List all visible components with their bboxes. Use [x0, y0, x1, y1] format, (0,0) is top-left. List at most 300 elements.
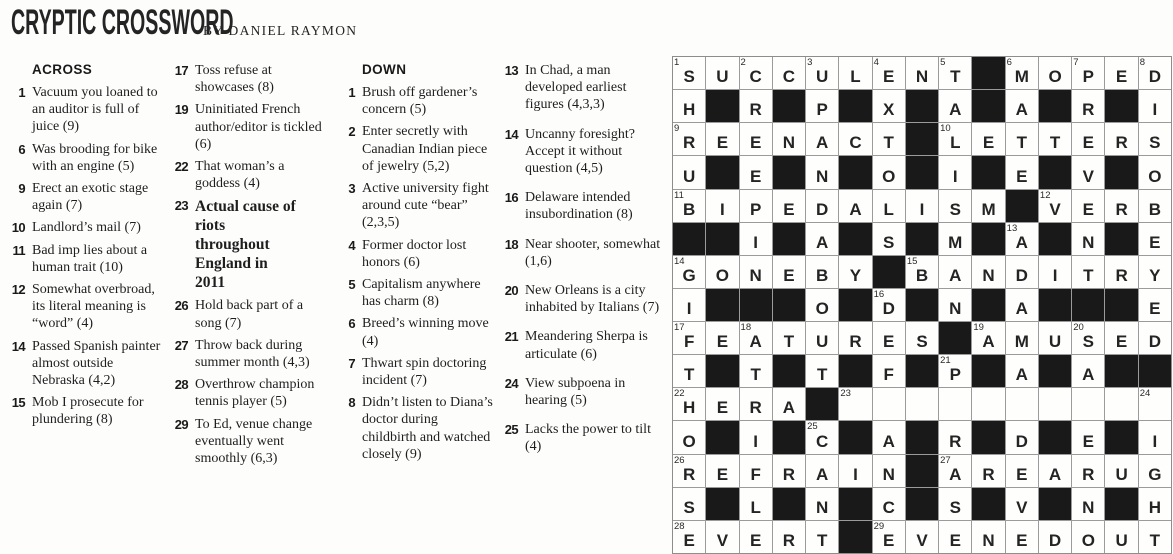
grid-cell-r6c14: [1105, 223, 1137, 255]
clue-number: 14: [504, 126, 518, 142]
grid-cell-r4c6: [839, 156, 871, 188]
grid-cell-r15c9[interactable]: [939, 521, 971, 553]
grid-cell-r10c11[interactable]: [1006, 355, 1038, 387]
cell-letter: T: [1016, 133, 1027, 153]
grid-cell-r8c10: [972, 289, 1004, 321]
grid-cell-r10c13[interactable]: [1072, 355, 1104, 387]
grid-cell-r8c1[interactable]: [673, 289, 705, 321]
grid-cell-r10c8: [906, 355, 938, 387]
clue-number: 25: [504, 422, 518, 438]
grid-cell-r2c10: [972, 90, 1004, 122]
grid-cell-r7c13[interactable]: [1072, 256, 1104, 288]
grid-cell-r11c3[interactable]: [740, 388, 772, 420]
grid-cell-r7c6[interactable]: [839, 256, 871, 288]
cell-letter: F: [750, 464, 761, 484]
grid-cell-r9c8[interactable]: [906, 322, 938, 354]
cell-letter: E: [883, 531, 895, 550]
grid-cell-r1c1[interactable]: [673, 57, 705, 89]
grid-cell-r4c12: [1039, 156, 1071, 188]
grid-cell-r9c7[interactable]: [873, 322, 905, 354]
grid-cell-r11c4[interactable]: [773, 388, 805, 420]
grid-cell-r1c9[interactable]: [939, 57, 971, 89]
grid-cell-r6c13[interactable]: [1072, 223, 1104, 255]
cell-letter: P: [1082, 67, 1094, 87]
grid-cell-r2c12: [1039, 90, 1071, 122]
grid-cell-r1c13[interactable]: [1072, 57, 1104, 89]
clue-number: 18: [504, 236, 518, 252]
clue-number: 1: [348, 85, 355, 100]
grid-cell-r6c3[interactable]: [740, 223, 772, 255]
grid-cell-r10c7[interactable]: [873, 355, 905, 387]
grid-cell-r1c5[interactable]: [806, 57, 838, 89]
grid-cell-r4c7[interactable]: [873, 156, 905, 188]
cell-letter: T: [1049, 133, 1061, 153]
cell-number: 25: [807, 421, 818, 433]
grid-cell-r7c12[interactable]: [1039, 256, 1071, 288]
grid-cell-r3c5[interactable]: [806, 123, 838, 155]
clue-19: [167, 101, 330, 153]
grid-cell-r2c5[interactable]: [806, 90, 838, 122]
grid-cell-r1c14[interactable]: [1105, 57, 1137, 89]
cell-letter: A: [782, 398, 796, 418]
cell-letter: V: [1082, 166, 1094, 186]
cell-letter: C: [749, 67, 762, 87]
grid-cell-r2c11[interactable]: [1006, 90, 1038, 122]
cell-number: 18: [740, 322, 752, 334]
grid-cell-r15c10[interactable]: [972, 521, 1004, 553]
clue-2: [334, 123, 495, 175]
grid-cell-r5c12[interactable]: [1039, 190, 1071, 222]
cell-letter: L: [850, 67, 861, 87]
cell-letter: E: [749, 531, 762, 550]
clue-5: [334, 276, 495, 310]
grid-cell-r10c1[interactable]: [673, 355, 705, 387]
grid-cell-r9c5[interactable]: [806, 322, 838, 354]
grid-cell-r7c2[interactable]: [706, 256, 738, 288]
cell-letter: Y: [1149, 265, 1161, 285]
grid-cell-r2c7[interactable]: [873, 90, 905, 122]
clue-number: 20: [504, 283, 518, 299]
grid-cell-r10c6: [839, 355, 871, 387]
cell-letter: T: [1149, 531, 1161, 550]
grid-cell-r11c7[interactable]: [873, 388, 905, 420]
clue-3: [334, 180, 495, 232]
cell-letter: F: [883, 365, 894, 385]
cell-letter: I: [1152, 431, 1158, 451]
cell-letter: I: [753, 232, 759, 252]
grid-cell-r12c10: [972, 421, 1004, 453]
grid-cell-r1c2[interactable]: [706, 57, 738, 89]
grid-cell-r6c15[interactable]: [1139, 223, 1171, 255]
grid-cell-r15c8[interactable]: [906, 521, 938, 553]
grid-cell-r8c7[interactable]: [873, 289, 905, 321]
cell-letter: T: [817, 365, 828, 385]
grid-cell-r13c12[interactable]: [1039, 455, 1071, 487]
cell-letter: N: [749, 265, 762, 285]
grid-cell-r11c1[interactable]: [673, 388, 705, 420]
grid-cell-r14c13[interactable]: [1072, 488, 1104, 520]
clue-text: Toss refuse at showcases (8): [195, 63, 274, 96]
cell-letter: L: [750, 497, 761, 517]
cell-letter: R: [682, 464, 696, 484]
grid-cell-r15c5[interactable]: [806, 521, 838, 553]
grid-cell-r10c2: [706, 355, 738, 387]
grid-cell-r13c4[interactable]: [773, 455, 805, 487]
grid-cell-r12c9[interactable]: [939, 421, 971, 453]
grid-cell-r12c2: [706, 421, 738, 453]
grid-cell-r2c13[interactable]: [1072, 90, 1104, 122]
grid-cell-r13c13[interactable]: [1072, 455, 1104, 487]
clue-6: [4, 141, 165, 175]
grid-cell-r13c2[interactable]: [706, 455, 738, 487]
clue-text: That woman’s a goddess (4): [195, 159, 285, 192]
grid-cell-r8c11[interactable]: [1006, 289, 1038, 321]
grid-cell-r15c14[interactable]: [1105, 521, 1137, 553]
clue-16: [497, 189, 663, 223]
grid-cell-r11c5: [806, 388, 838, 420]
grid-cell-r15c11[interactable]: [1006, 521, 1038, 553]
cell-letter: R: [1115, 199, 1128, 219]
grid-cell-r9c11[interactable]: [1006, 322, 1038, 354]
grid-cell-r12c13[interactable]: [1072, 421, 1104, 453]
grid-cell-r11c14[interactable]: [1105, 388, 1137, 420]
grid-cell-r2c9[interactable]: [939, 90, 971, 122]
grid-cell-r4c11[interactable]: [1006, 156, 1038, 188]
cell-letter: N: [1082, 497, 1095, 517]
grid-cell-r7c3[interactable]: [740, 256, 772, 288]
grid-cell-r4c15[interactable]: [1139, 156, 1171, 188]
grid-cell-r15c1[interactable]: [673, 521, 705, 553]
grid-cell-r7c15[interactable]: [1139, 256, 1171, 288]
cell-letter: A: [1015, 232, 1028, 252]
cell-letter: V: [716, 531, 729, 550]
cell-letter: E: [1149, 299, 1161, 319]
clue-number: 28: [174, 377, 188, 393]
grid-cell-r12c7[interactable]: [873, 421, 905, 453]
cell-letter: N: [816, 497, 829, 517]
clue-number: 7: [348, 355, 355, 371]
grid-cell-r15c4[interactable]: [773, 521, 805, 553]
grid-cell-r13c15[interactable]: [1139, 455, 1171, 487]
cell-letter: D: [1148, 67, 1161, 87]
clue-text: Near shooter, somewhat (1,6): [525, 236, 661, 269]
cell-letter: O: [882, 166, 896, 186]
clue-29: [167, 416, 330, 468]
grid-cell-r6c9[interactable]: [939, 223, 971, 255]
grid-cell-r5c2[interactable]: [706, 190, 738, 222]
grid-cell-r15c3[interactable]: [740, 521, 772, 553]
grid-cell-r9c13[interactable]: [1072, 322, 1104, 354]
grid-cell-r12c6: [839, 421, 871, 453]
cell-letter: N: [982, 531, 995, 550]
grid-cell-r7c1[interactable]: [673, 256, 705, 288]
clue-text: Throw back during summer month (4,3): [195, 337, 310, 371]
cell-letter: U: [816, 332, 829, 352]
grid-cell-r3c1[interactable]: [673, 123, 705, 155]
grid-cell-r9c12[interactable]: [1039, 322, 1071, 354]
cell-number: 22: [674, 388, 685, 400]
grid-cell-r3c10[interactable]: [972, 123, 1004, 155]
grid-cell-r12c12: [1039, 421, 1071, 453]
grid-cell-r7c10[interactable]: [972, 256, 1004, 288]
cell-letter: B: [1148, 199, 1161, 219]
grid-cell-r2c2: [706, 90, 738, 122]
clue-text: Actual cause of riots throughout England in 2011: [195, 198, 296, 292]
cell-letter: N: [816, 166, 829, 186]
grid-cell-r13c14[interactable]: [1105, 455, 1137, 487]
grid-cell-r15c12[interactable]: [1039, 521, 1071, 553]
grid-cell-r11c6[interactable]: [839, 388, 871, 420]
grid-cell-r5c6[interactable]: [839, 190, 871, 222]
grid-cell-r5c1[interactable]: [673, 190, 705, 222]
grid-cell-r1c11[interactable]: [1006, 57, 1038, 89]
grid-cell-r12c3[interactable]: [740, 421, 772, 453]
grid-cell-r13c1[interactable]: [673, 455, 705, 487]
clue-column-across-2: [167, 62, 330, 472]
grid-cell-r5c5[interactable]: [806, 190, 838, 222]
grid-cell-r14c15[interactable]: [1139, 488, 1171, 520]
cell-letter: T: [950, 67, 961, 87]
grid-cell-r11c10[interactable]: [972, 388, 1004, 420]
cell-letter: E: [883, 332, 895, 352]
grid-cell-r5c14[interactable]: [1105, 190, 1137, 222]
cell-letter: V: [1016, 497, 1028, 517]
cell-letter: A: [882, 431, 895, 451]
grid-cell-r9c1[interactable]: [673, 322, 705, 354]
cell-letter: O: [815, 299, 829, 319]
grid-cell-r13c6[interactable]: [839, 455, 871, 487]
grid-cell-r3c11[interactable]: [1006, 123, 1038, 155]
cell-letter: D: [1048, 531, 1062, 550]
cell-letter: A: [1015, 365, 1028, 385]
grid-cell-r13c7[interactable]: [873, 455, 905, 487]
cell-letter: E: [1082, 199, 1094, 219]
grid-cell-r11c2[interactable]: [706, 388, 738, 420]
grid-cell-r8c9[interactable]: [939, 289, 971, 321]
cell-letter: B: [915, 265, 929, 285]
grid-cell-r1c8[interactable]: [906, 57, 938, 89]
cell-letter: U: [1115, 531, 1128, 550]
cell-number: 4: [873, 57, 879, 68]
clue-text: Active university fight around cute “bear” (2,3,5): [362, 181, 489, 231]
cell-letter: O: [1148, 166, 1162, 186]
grid-cell-r15c13[interactable]: [1072, 521, 1104, 553]
grid-cell-r9c9: [939, 322, 971, 354]
cell-number: 3: [807, 57, 813, 68]
grid-cell-r3c8: [906, 123, 938, 155]
grid-cell-r6c5[interactable]: [806, 223, 838, 255]
cell-letter: R: [1082, 464, 1095, 484]
grid-cell-r1c12[interactable]: [1039, 57, 1071, 89]
grid-cell-r3c15[interactable]: [1139, 123, 1171, 155]
grid-cell-r5c11: [1006, 190, 1038, 222]
grid-cell-r14c11[interactable]: [1006, 488, 1038, 520]
grid-cell-r10c5[interactable]: [806, 355, 838, 387]
grid-cell-r5c4[interactable]: [773, 190, 805, 222]
cell-letter: S: [683, 67, 695, 87]
grid-cell-r14c1[interactable]: [673, 488, 705, 520]
clue-number: 6: [348, 316, 355, 332]
grid-cell-r11c12[interactable]: [1039, 388, 1071, 420]
cell-letter: T: [817, 531, 828, 550]
cell-letter: V: [1049, 199, 1061, 219]
grid-cell-r14c7[interactable]: [873, 488, 905, 520]
grid-cell-r11c13[interactable]: [1072, 388, 1104, 420]
grid-cell-r12c1[interactable]: [673, 421, 705, 453]
grid-cell-r9c6[interactable]: [839, 322, 871, 354]
cell-letter: E: [1082, 431, 1094, 451]
clue-12: [4, 281, 165, 333]
grid-cell-r2c15[interactable]: [1139, 90, 1171, 122]
grid-cell-r14c3[interactable]: [740, 488, 772, 520]
clue-9: [4, 180, 165, 214]
grid-cell-r5c10[interactable]: [972, 190, 1004, 222]
grid-cell-r4c5[interactable]: [806, 156, 838, 188]
grid-cell-r9c10[interactable]: [972, 322, 1004, 354]
cell-letter: O: [1048, 67, 1062, 87]
grid-cell-r2c1[interactable]: [673, 90, 705, 122]
cell-letter: C: [849, 133, 862, 153]
grid-cell-r5c3[interactable]: [740, 190, 772, 222]
cell-letter: P: [816, 100, 828, 120]
grid-cell-r8c5[interactable]: [806, 289, 838, 321]
grid-cell-r10c3[interactable]: [740, 355, 772, 387]
grid-cell-r1c6[interactable]: [839, 57, 871, 89]
clue-text: Passed Spanish painter almost outside Nebraska (4,2): [32, 338, 161, 389]
clue-number: 26: [174, 298, 188, 314]
grid-cell-r5c15[interactable]: [1139, 190, 1171, 222]
grid-cell-r3c7[interactable]: [873, 123, 905, 155]
grid-cell-r11c8[interactable]: [906, 388, 938, 420]
grid-cell-r2c3[interactable]: [740, 90, 772, 122]
cell-letter: N: [915, 67, 929, 87]
grid-cell-r13c5[interactable]: [806, 455, 838, 487]
cell-number: 17: [674, 322, 685, 334]
cell-letter: Y: [849, 265, 862, 285]
cell-number: 8: [1139, 57, 1146, 68]
grid-cell-r13c3[interactable]: [740, 455, 772, 487]
grid-cell-r9c4[interactable]: [773, 322, 805, 354]
grid-cell-r1c3[interactable]: [740, 57, 772, 89]
grid-cell-r15c7[interactable]: [873, 521, 905, 553]
grid-cell-r5c9[interactable]: [939, 190, 971, 222]
grid-cell-r10c9[interactable]: [939, 355, 971, 387]
grid-cell-r14c10: [972, 488, 1004, 520]
grid-cell-r7c8[interactable]: [906, 256, 938, 288]
clue-number: 19: [174, 102, 188, 118]
cell-letter: S: [1149, 133, 1161, 153]
grid-cell-r3c12[interactable]: [1039, 123, 1071, 155]
grid-cell-r8c15[interactable]: [1139, 289, 1171, 321]
grid-cell-r3c14[interactable]: [1105, 123, 1137, 155]
clue-4: [334, 237, 495, 271]
cell-letter: S: [949, 199, 961, 219]
grid-cell-r3c9[interactable]: [939, 123, 971, 155]
grid-cell-r12c11[interactable]: [1006, 421, 1038, 453]
grid-cell-r9c3[interactable]: [740, 322, 772, 354]
grid-cell-r13c11[interactable]: [1006, 455, 1038, 487]
grid-cell-r1c10: [972, 57, 1004, 89]
cell-letter: A: [1015, 100, 1028, 120]
cell-letter: R: [782, 531, 796, 550]
grid-cell-r11c9[interactable]: [939, 388, 971, 420]
grid-cell-r7c11[interactable]: [1006, 256, 1038, 288]
grid-cell-r3c4[interactable]: [773, 123, 805, 155]
grid-cell-r14c9[interactable]: [939, 488, 971, 520]
grid-cell-r15c2[interactable]: [706, 521, 738, 553]
grid-cell-r1c15[interactable]: [1139, 57, 1171, 89]
grid-cell-r2c14: [1105, 90, 1137, 122]
cell-letter: A: [849, 199, 862, 219]
grid-cell-r3c6[interactable]: [839, 123, 871, 155]
cell-letter: X: [883, 100, 895, 120]
grid-cell-r7c7: [873, 256, 905, 288]
grid-cell-r6c11[interactable]: [1006, 223, 1038, 255]
cell-number: 7: [1073, 57, 1079, 68]
cell-letter: E: [982, 133, 995, 153]
grid-cell-r3c13[interactable]: [1072, 123, 1104, 155]
grid-cell-r7c4[interactable]: [773, 256, 805, 288]
grid-cell-r14c6: [839, 488, 871, 520]
grid-cell-r13c9[interactable]: [939, 455, 971, 487]
cell-number: 24: [1139, 388, 1151, 400]
grid-cell-r5c13[interactable]: [1072, 190, 1104, 222]
grid-cell-r13c10[interactable]: [972, 455, 1004, 487]
grid-cell-r9c2[interactable]: [706, 322, 738, 354]
cell-letter: L: [950, 133, 961, 153]
grid-cell-r11c11[interactable]: [1006, 388, 1038, 420]
grid-cell-r12c15[interactable]: [1139, 421, 1171, 453]
cell-number: 26: [674, 454, 685, 466]
cell-letter: H: [1148, 497, 1161, 517]
grid-cell-r11c15[interactable]: [1139, 388, 1171, 420]
clue-17: [167, 62, 330, 96]
grid-cell-r5c7[interactable]: [873, 190, 905, 222]
grid-cell-r3c3[interactable]: [740, 123, 772, 155]
grid-cell-r4c13[interactable]: [1072, 156, 1104, 188]
grid-cell-r7c9[interactable]: [939, 256, 971, 288]
grid-cell-r4c3[interactable]: [740, 156, 772, 188]
grid-cell-r8c12: [1039, 289, 1071, 321]
grid-cell-r4c1[interactable]: [673, 156, 705, 188]
clue-number: 5: [348, 277, 355, 293]
grid-cell-r4c9[interactable]: [939, 156, 971, 188]
clue-8: [334, 394, 495, 463]
grid-cell-r9c14[interactable]: [1105, 322, 1137, 354]
grid-cell-r7c14[interactable]: [1105, 256, 1137, 288]
grid-cell-r6c1: [673, 223, 705, 255]
clue-number: 21: [504, 329, 518, 345]
grid-cell-r1c4[interactable]: [773, 57, 805, 89]
clue-number: 23: [174, 198, 188, 214]
grid-cell-r12c5[interactable]: [806, 421, 838, 453]
grid-cell-r6c7[interactable]: [873, 223, 905, 255]
grid-cell-r8c8: [906, 289, 938, 321]
grid-cell-r4c14: [1105, 156, 1137, 188]
grid-cell-r15c15[interactable]: [1139, 521, 1171, 553]
cell-letter: E: [716, 464, 729, 484]
grid-cell-r14c5[interactable]: [806, 488, 838, 520]
cell-letter: P: [949, 365, 961, 385]
grid-cell-r5c8[interactable]: [906, 190, 938, 222]
grid-cell-r9c15[interactable]: [1139, 322, 1171, 354]
clue-number: 13: [504, 63, 518, 78]
grid-cell-r1c7[interactable]: [873, 57, 905, 89]
grid-cell-r3c2[interactable]: [706, 123, 738, 155]
grid-cell-r7c5[interactable]: [806, 256, 838, 288]
cell-number: 28: [674, 520, 685, 532]
cell-number: 14: [674, 255, 685, 267]
